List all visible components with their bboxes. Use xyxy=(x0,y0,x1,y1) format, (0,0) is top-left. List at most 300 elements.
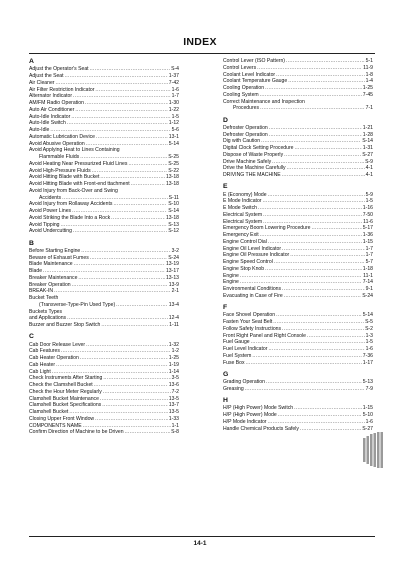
dot-leader xyxy=(90,255,167,262)
index-page-ref: 1-8 xyxy=(365,71,373,78)
index-entry xyxy=(223,293,373,300)
dot-leader xyxy=(288,78,364,85)
index-page-ref: 4-1 xyxy=(365,172,373,179)
index-entry-text: H/P Mode Indicator xyxy=(223,418,267,425)
dot-leader xyxy=(69,409,167,416)
index-entry-text: Beware of Exhaust Fumes xyxy=(29,254,89,261)
index-entry xyxy=(29,429,179,436)
index-entry xyxy=(29,342,179,349)
index-entry xyxy=(223,198,373,205)
dot-leader xyxy=(80,154,167,161)
index-page-ref: 1-5 xyxy=(365,339,373,346)
dot-leader xyxy=(116,302,168,309)
index-entry xyxy=(29,80,179,87)
dot-leader xyxy=(282,286,365,293)
dot-leader xyxy=(95,416,168,423)
index-entry xyxy=(29,261,179,268)
index-entry-text: H/P (High Power) Mode xyxy=(223,412,277,419)
dot-leader xyxy=(287,165,365,172)
dot-leader xyxy=(85,100,168,107)
index-page-ref: 1-36 xyxy=(362,232,373,239)
dot-leader xyxy=(78,275,165,282)
index-page-ref: 1-25 xyxy=(362,85,373,91)
index-page-ref: 1-28 xyxy=(362,131,373,138)
index-entry xyxy=(29,93,179,100)
index-entry-text: Auto-Idle Indicator xyxy=(29,113,71,120)
title-divider xyxy=(29,53,375,54)
index-entry xyxy=(223,72,373,79)
index-entry xyxy=(223,138,373,145)
index-entry xyxy=(223,225,373,232)
index-page-ref: 13-9 xyxy=(168,281,179,288)
dot-leader xyxy=(100,396,168,403)
index-entry xyxy=(29,114,179,121)
dot-leader xyxy=(131,181,165,188)
index-entry xyxy=(223,353,373,360)
index-entry xyxy=(223,386,373,393)
index-entry-text: Emergency Exit xyxy=(223,232,259,239)
index-entry xyxy=(29,87,179,94)
index-page-ref: 5-17 xyxy=(362,225,373,232)
index-entry-text: Dig with Caution xyxy=(223,138,261,145)
index-entry xyxy=(29,355,179,362)
dot-leader xyxy=(295,145,362,152)
index-entry-text: Engine Stop Knob xyxy=(223,265,265,272)
index-page-ref: 5-6 xyxy=(171,127,179,134)
index-page-ref: S-24 xyxy=(362,292,373,299)
dot-leader xyxy=(67,315,168,322)
index-entry xyxy=(29,201,179,208)
index-entry-text: Before Starting Engine xyxy=(29,247,81,254)
index-entry-text: Coolant Temperature Gauge xyxy=(223,78,288,85)
index-entry-text: Auto Air Conditioner xyxy=(29,106,75,113)
index-entry-text: and Applications xyxy=(29,315,67,322)
index-entry xyxy=(29,268,179,275)
dot-leader xyxy=(294,405,362,412)
dot-leader xyxy=(43,268,165,275)
index-page-ref: 11-9 xyxy=(363,64,373,71)
dot-leader xyxy=(50,127,170,134)
index-entry xyxy=(29,402,179,409)
index-entry-text: Auto-Idle Switch xyxy=(29,120,66,127)
index-entry xyxy=(29,120,179,127)
index-page-ref: 7-50 xyxy=(362,211,373,218)
index-section-letter: A xyxy=(29,58,34,65)
index-page-ref: 3-5 xyxy=(171,375,179,382)
index-page-ref: 7-42 xyxy=(168,79,179,86)
index-entry xyxy=(29,107,179,114)
index-entry xyxy=(29,375,179,382)
index-entry xyxy=(223,273,373,280)
index-page-ref: 13-18 xyxy=(165,214,179,221)
index-entry xyxy=(223,58,373,65)
index-entry-text: Check Instruments After Starting xyxy=(29,375,103,382)
dot-leader xyxy=(284,293,361,300)
index-entry-text: Defroster Operation xyxy=(223,131,268,138)
index-page-ref: S-27 xyxy=(362,425,373,432)
index-entry xyxy=(223,252,373,259)
dot-leader xyxy=(300,426,361,433)
index-column-left xyxy=(29,58,179,436)
index-entry xyxy=(29,208,179,215)
index-page-ref: 1-6 xyxy=(365,418,373,425)
index-page-ref: 1-37 xyxy=(168,73,179,80)
index-page-ref: 13-17 xyxy=(165,268,179,275)
index-entry xyxy=(29,322,179,329)
index-entry xyxy=(29,73,179,80)
index-entry-text: Engine xyxy=(223,272,239,279)
index-entry-text: Avoid High-Pressure Fluids xyxy=(29,167,91,174)
index-entry xyxy=(223,105,373,112)
index-entry-text: Automatic Lubrication Device xyxy=(29,133,95,140)
index-page-ref: 5-9 xyxy=(365,191,373,198)
index-page-ref: 1-3 xyxy=(365,332,373,339)
index-entry xyxy=(29,302,179,309)
index-entry xyxy=(223,65,373,72)
dot-leader xyxy=(81,248,170,255)
index-entry xyxy=(223,259,373,266)
dot-leader xyxy=(101,322,168,329)
dot-leader xyxy=(71,114,170,121)
dot-leader xyxy=(269,125,362,132)
dot-leader xyxy=(284,152,361,159)
index-section-letter: B xyxy=(29,239,34,247)
index-page-ref: 1-15 xyxy=(362,405,373,412)
index-entry-text: Evacuating in Case of Fire xyxy=(223,292,283,299)
page-number: 14-1 xyxy=(193,540,207,547)
index-entry xyxy=(29,228,179,235)
index-page-ref: S-13 xyxy=(168,221,179,228)
dot-leader xyxy=(266,379,362,386)
index-entry-text: Coolant Level Indicator xyxy=(223,71,276,78)
index-entry-text: Grading Operation xyxy=(223,379,265,386)
dot-leader xyxy=(282,246,365,253)
index-entry-text: Breaker Maintenance xyxy=(29,274,78,281)
index-entry-text: Control Levers xyxy=(223,64,257,71)
index-entry xyxy=(223,419,373,426)
index-entry-text: Emergency Boom Lowering Procedure xyxy=(223,225,311,232)
dot-leader xyxy=(73,228,167,235)
index-entry-text: Cab Light xyxy=(29,368,51,375)
index-entry-text: Check the Hour Meter Regularly xyxy=(29,388,102,395)
dot-leader xyxy=(290,252,364,259)
index-entry xyxy=(29,416,179,423)
index-entry xyxy=(29,255,179,262)
index-entry xyxy=(223,159,373,166)
dot-leader xyxy=(240,279,362,286)
index-entry-text: Dispose of Waste Properly xyxy=(223,151,284,158)
index-page-ref: S-12 xyxy=(168,228,179,235)
index-entry-text: Clamshell Bucket Specifications xyxy=(29,402,102,409)
index-entry-text: Confirm Direction of Machine to be Driven xyxy=(29,429,124,436)
index-page-ref: 11-1 xyxy=(363,272,373,279)
dot-leader xyxy=(245,386,365,393)
index-page-ref: 7-1 xyxy=(365,105,373,112)
index-entry-text: DRIVING THE MACHINE xyxy=(223,172,281,179)
index-page-ref: 13-7 xyxy=(168,402,179,409)
index-entry xyxy=(223,326,373,333)
index-page-ref: 5-1 xyxy=(365,58,373,64)
index-entry xyxy=(29,181,179,188)
index-entry-text: Engine Speed Control xyxy=(223,259,273,266)
index-entry-text: Digital Clock Setting Procedure xyxy=(223,145,294,152)
dot-leader xyxy=(276,72,365,79)
index-entry-text: Cab Heater xyxy=(29,361,56,368)
index-entry-text: Adjust the Operator's Seat xyxy=(29,66,89,73)
index-page-ref: 1-7 xyxy=(365,245,373,252)
index-page-ref: 11-6 xyxy=(363,218,373,225)
index-page-ref: 1-6 xyxy=(365,346,373,353)
index-entry xyxy=(29,195,179,202)
dot-leader xyxy=(73,93,171,100)
index-page-ref: S-25 xyxy=(168,160,179,167)
index-entry-text: Blade Maintenance xyxy=(29,261,73,268)
index-entry xyxy=(223,165,373,172)
index-page-ref: 1-7 xyxy=(171,93,179,100)
index-entry xyxy=(29,348,179,355)
dot-leader xyxy=(54,288,171,295)
index-entry xyxy=(29,409,179,416)
index-entry-text: Fuel Level Indicator xyxy=(223,346,268,353)
dot-leader xyxy=(72,208,167,215)
dot-leader xyxy=(72,282,168,289)
index-entry xyxy=(29,389,179,396)
index-entry xyxy=(29,174,179,181)
index-entry xyxy=(29,282,179,289)
dot-leader xyxy=(62,195,168,202)
index-page-ref: 3-2 xyxy=(171,247,179,254)
index-section-letter: G xyxy=(223,370,229,378)
index-entry-text: Engine Control Dial xyxy=(223,238,267,245)
index-entry-text: Procedures xyxy=(233,105,260,112)
index-entry-text: Avoid Injury from Rollaway Accidents xyxy=(29,201,113,208)
index-section-letter: H xyxy=(223,397,228,405)
index-page-ref: S-24 xyxy=(168,254,179,261)
dot-leader xyxy=(276,312,362,319)
dot-leader xyxy=(240,273,362,280)
index-entry-text: Avoid Injury from Back-Over and Swing xyxy=(29,187,118,194)
dot-leader xyxy=(86,342,168,349)
index-entry xyxy=(29,100,179,107)
index-page-ref: 13-5 xyxy=(168,395,179,402)
index-entry-text: Bucket Teeth xyxy=(29,295,59,302)
index-page-ref: 1-15 xyxy=(362,238,373,245)
index-page-ref: 2-1 xyxy=(171,288,179,295)
index-entry xyxy=(29,275,179,282)
index-page-ref: S-5 xyxy=(365,319,373,326)
dot-leader xyxy=(258,205,362,212)
index-entry-text: Avoid Undercutting xyxy=(29,228,72,235)
index-entry xyxy=(29,161,179,168)
index-page-ref: 13-5 xyxy=(168,409,179,416)
index-entry-text: Handle Chemical Products Safely xyxy=(223,425,299,432)
dot-leader xyxy=(307,333,365,340)
index-page-ref: 1-31 xyxy=(362,145,373,152)
index-entry xyxy=(29,248,179,255)
index-page-ref: S-4 xyxy=(171,66,179,73)
dot-leader xyxy=(61,348,171,355)
index-entry xyxy=(223,212,373,219)
dot-leader xyxy=(128,161,167,168)
index-entry-text: Front Right Panel and Right Console xyxy=(223,332,306,339)
index-entry-text: Buzzer and Buzzer Stop Switch xyxy=(29,322,101,329)
index-entry xyxy=(223,132,373,139)
dot-leader xyxy=(102,402,168,409)
index-entry-text: Avoid Tipping xyxy=(29,221,60,228)
dot-leader xyxy=(282,326,364,333)
dot-leader xyxy=(251,339,365,346)
index-entry xyxy=(223,85,373,92)
index-page-ref: 13-18 xyxy=(165,181,179,188)
index-entry xyxy=(223,232,373,239)
dot-leader xyxy=(103,375,170,382)
index-page-ref: 12-4 xyxy=(168,315,179,322)
index-entry xyxy=(223,405,373,412)
page-title: INDEX xyxy=(183,36,217,48)
dot-leader xyxy=(268,192,365,199)
index-entry-text: Correct Maintenance and Inspection xyxy=(223,98,305,105)
index-page-ref: S-10 xyxy=(168,201,179,208)
dot-leader xyxy=(269,132,362,139)
index-page-ref: 13-19 xyxy=(165,261,179,268)
index-entry xyxy=(29,141,179,148)
index-entry xyxy=(29,222,179,229)
index-entry xyxy=(223,78,373,85)
index-entry-text: Air Cleaner xyxy=(29,79,55,86)
index-entry-text: Avoid Applying Heat to Lines Containing xyxy=(29,147,120,154)
index-entry-text: Breaker Operation xyxy=(29,281,71,288)
index-entry-text: Avoid Striking the Blade Into a Rock xyxy=(29,214,111,221)
index-entry-text: Fasten Your Seat Belt xyxy=(223,319,273,326)
index-entry-text: Environmental Conditions xyxy=(223,286,282,293)
index-section-letter: E xyxy=(223,183,228,191)
index-entry-text: H/P (High Power) Mode Switch xyxy=(223,405,294,412)
dot-leader xyxy=(80,355,168,362)
index-entry xyxy=(223,286,373,293)
index-entry xyxy=(223,172,373,179)
dot-leader xyxy=(246,360,362,367)
index-entry xyxy=(29,382,179,389)
index-entry-text: Auto-Idle xyxy=(29,127,50,134)
index-entry-text: Electrical System xyxy=(223,218,263,225)
dot-leader xyxy=(65,73,168,80)
index-entry-text: Cab Features xyxy=(29,348,60,355)
footer-divider xyxy=(29,536,375,537)
index-entry xyxy=(223,312,373,319)
dot-leader xyxy=(257,65,362,72)
index-page-ref: 1-18 xyxy=(362,265,373,272)
index-entry-text: Clamshell Bucket xyxy=(29,409,69,416)
index-entry xyxy=(223,125,373,132)
dot-leader xyxy=(56,362,168,369)
dot-leader xyxy=(260,92,362,99)
index-entry-text: Cab Door Release Lever xyxy=(29,341,86,348)
index-entry-text: Adjust the Seat xyxy=(29,73,64,80)
index-entry-text: Cab Heater Operation xyxy=(29,355,79,362)
index-entry xyxy=(29,369,179,376)
index-entry-text: Buckets Types xyxy=(29,308,63,315)
index-page-ref: S-14 xyxy=(362,138,373,145)
dot-leader xyxy=(125,429,171,436)
dot-leader xyxy=(274,259,365,266)
index-page-ref: S-9 xyxy=(365,158,373,165)
index-page-ref: S-22 xyxy=(168,167,179,174)
index-page-ref: S-14 xyxy=(168,208,179,215)
dot-leader xyxy=(61,222,168,229)
index-page-ref: 9-1 xyxy=(365,286,373,293)
index-page-ref: 7-2 xyxy=(171,388,179,395)
index-entry xyxy=(29,168,179,175)
index-entry xyxy=(223,319,373,326)
index-entry-text: Air Filter Restriction Indicator xyxy=(29,86,95,93)
dot-leader xyxy=(52,369,168,376)
index-page-ref: 5-14 xyxy=(168,140,179,147)
dot-leader xyxy=(74,261,165,268)
index-entry-text: Drive Machine Safely xyxy=(223,158,272,165)
index-entry xyxy=(29,215,179,222)
index-entry xyxy=(223,92,373,99)
dot-leader xyxy=(272,159,364,166)
index-page-ref: 5-14 xyxy=(362,312,373,319)
dot-leader xyxy=(55,80,167,87)
index-page-ref: 5-13 xyxy=(362,379,373,386)
index-entry-text: Electrical System xyxy=(223,211,263,218)
index-entry xyxy=(29,423,179,430)
index-entry-text: Fuse Box xyxy=(223,359,245,366)
index-entry-text: Cooling Operation xyxy=(223,85,265,91)
index-entry xyxy=(223,239,373,246)
index-entry-text: Follow Safety Instructions xyxy=(223,325,282,332)
index-page-ref: 1-1 xyxy=(171,422,179,429)
index-entry-text: Accidents xyxy=(39,194,62,201)
index-page-ref: S-25 xyxy=(168,154,179,161)
index-entry-text: Alternator Indicator xyxy=(29,93,73,100)
dot-leader xyxy=(96,134,168,141)
index-entry xyxy=(29,127,179,134)
dot-leader xyxy=(312,225,362,232)
index-entry-text: Cooling System xyxy=(223,91,259,98)
index-page-ref: S-11 xyxy=(168,194,179,201)
index-entry xyxy=(223,145,373,152)
index-entry-text: Fuel Gauge xyxy=(223,339,250,346)
dot-leader xyxy=(100,174,165,181)
index-entry-text: Clamshell Bucket Maintenance xyxy=(29,395,99,402)
index-section-letter: F xyxy=(223,304,228,312)
index-page-ref: 1-22 xyxy=(168,106,179,113)
dot-leader xyxy=(265,85,362,92)
index-page-ref: 7-9 xyxy=(365,385,373,392)
index-entry xyxy=(223,192,373,199)
index-entry xyxy=(29,362,179,369)
index-column-right xyxy=(223,58,373,432)
index-entry xyxy=(223,426,373,433)
dot-leader xyxy=(268,419,365,426)
index-page-ref: 7-14 xyxy=(362,279,373,286)
index-entry-text: Blade xyxy=(29,268,43,275)
index-entry-text: BREAK-IN xyxy=(29,288,54,295)
index-entry xyxy=(29,396,179,403)
index-page-ref: S-2 xyxy=(365,325,373,332)
index-entry-text: (Transverse-Type-Pin Used Type) xyxy=(39,301,116,308)
index-entry-text: Avoid Hitting Blade with Bucket xyxy=(29,174,100,181)
index-entry xyxy=(223,246,373,253)
dot-leader xyxy=(113,201,167,208)
index-page-ref: 1-12 xyxy=(168,120,179,127)
index-page-ref: 1-32 xyxy=(168,341,179,348)
index-page-ref: 1-17 xyxy=(362,359,373,366)
index-page-ref: 13-6 xyxy=(168,382,179,389)
index-page-ref: 4-1 xyxy=(365,165,373,172)
